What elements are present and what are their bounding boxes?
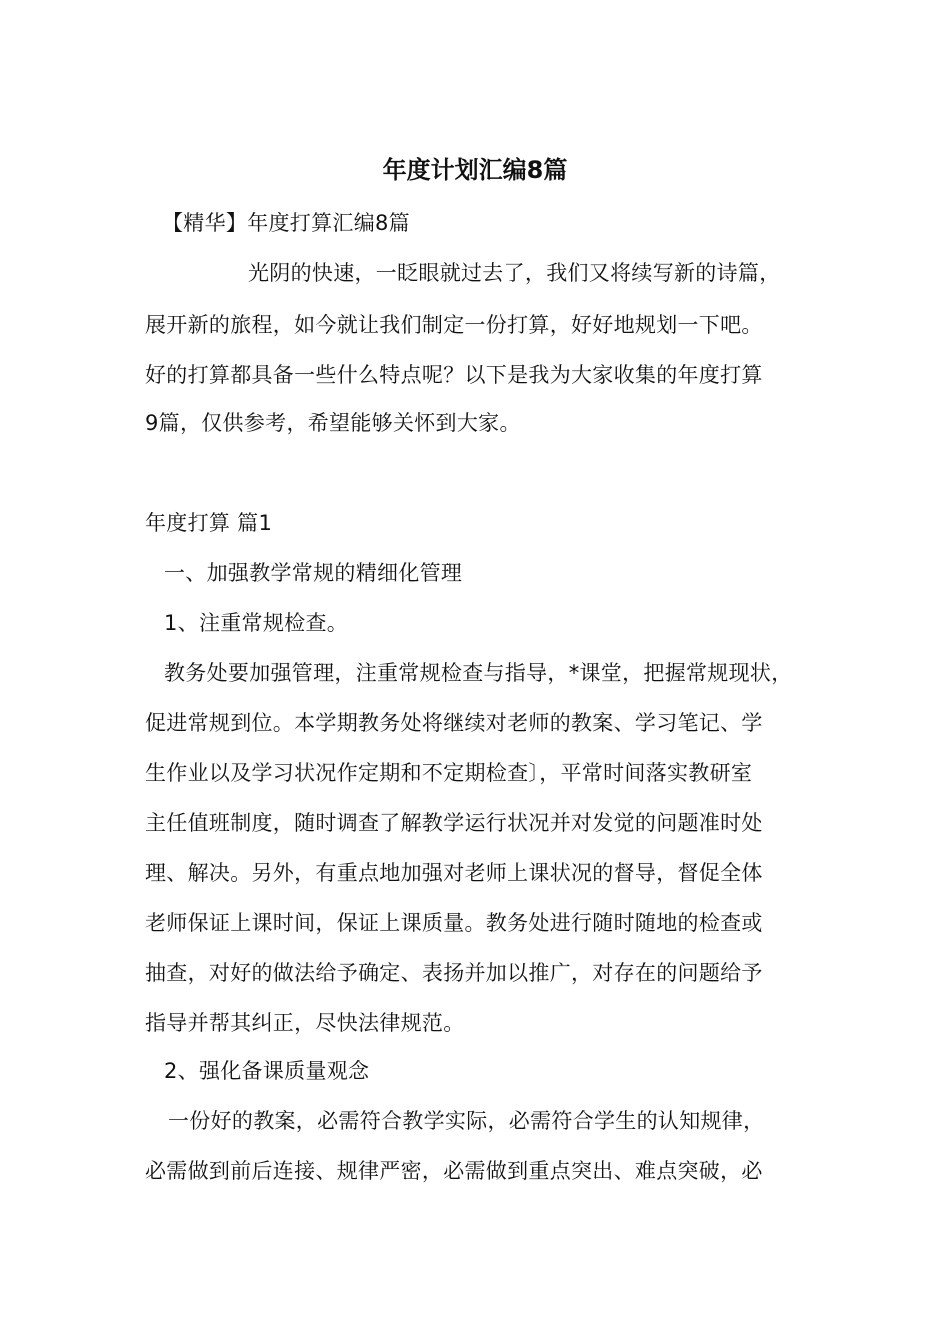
document-title: 年度计划汇编8篇	[382, 156, 568, 184]
intro-line: 好的打算都具备一些什么特点呢？以下是我为大家收集的年度打算	[145, 363, 763, 387]
intro-line: 光阴的快速，一眨眼就过去了，我们又将续写新的诗篇，	[248, 261, 781, 285]
para-1-line: 生作业以及学习状况作定期和不定期检查〕，平常时间落实教研室	[145, 761, 753, 785]
para-2-line: 必需做到前后连接、规律严密，必需做到重点突出、难点突破，必	[145, 1159, 763, 1183]
para-2-line: 一份好的教案，必需符合教学实际，必需符合学生的认知规律，	[168, 1109, 765, 1133]
item-2: 2、强化备课质量观念	[164, 1059, 370, 1083]
para-1-line: 主任值班制度，随时调查了解教学运行状况并对发觉的问题准时处	[145, 811, 763, 835]
intro-line: 展开新的旅程，如今就让我们制定一份打算，好好地规划一下吧。	[145, 313, 763, 337]
item-1: 1、注重常规检查。	[164, 611, 349, 635]
document-subtitle: 【精华】年度打算汇编8篇	[162, 211, 410, 235]
intro-line: 9篇，仅供参考，希望能够关怀到大家。	[145, 411, 521, 435]
para-1-line: 促进常规到位。本学期教务处将继续对老师的教案、学习笔记、学	[145, 711, 763, 735]
section-heading: 年度打算 篇1	[145, 511, 273, 535]
para-1-line: 抽查，对好的做法给予确定、表扬并加以推广，对存在的问题给予	[145, 961, 763, 985]
para-1-line: 理、解决。另外，有重点地加强对老师上课状况的督导，督促全体	[145, 861, 763, 885]
heading-1: 一、加强教学常规的精细化管理	[164, 561, 463, 585]
para-1-line: 教务处要加强管理，注重常规检查与指导，*课堂，把握常规现状，	[164, 661, 793, 685]
para-1-line: 老师保证上课时间，保证上课质量。教务处进行随时随地的检查或	[145, 911, 763, 935]
para-1-line: 指导并帮其纠正，尽快法律规范。	[145, 1011, 465, 1035]
